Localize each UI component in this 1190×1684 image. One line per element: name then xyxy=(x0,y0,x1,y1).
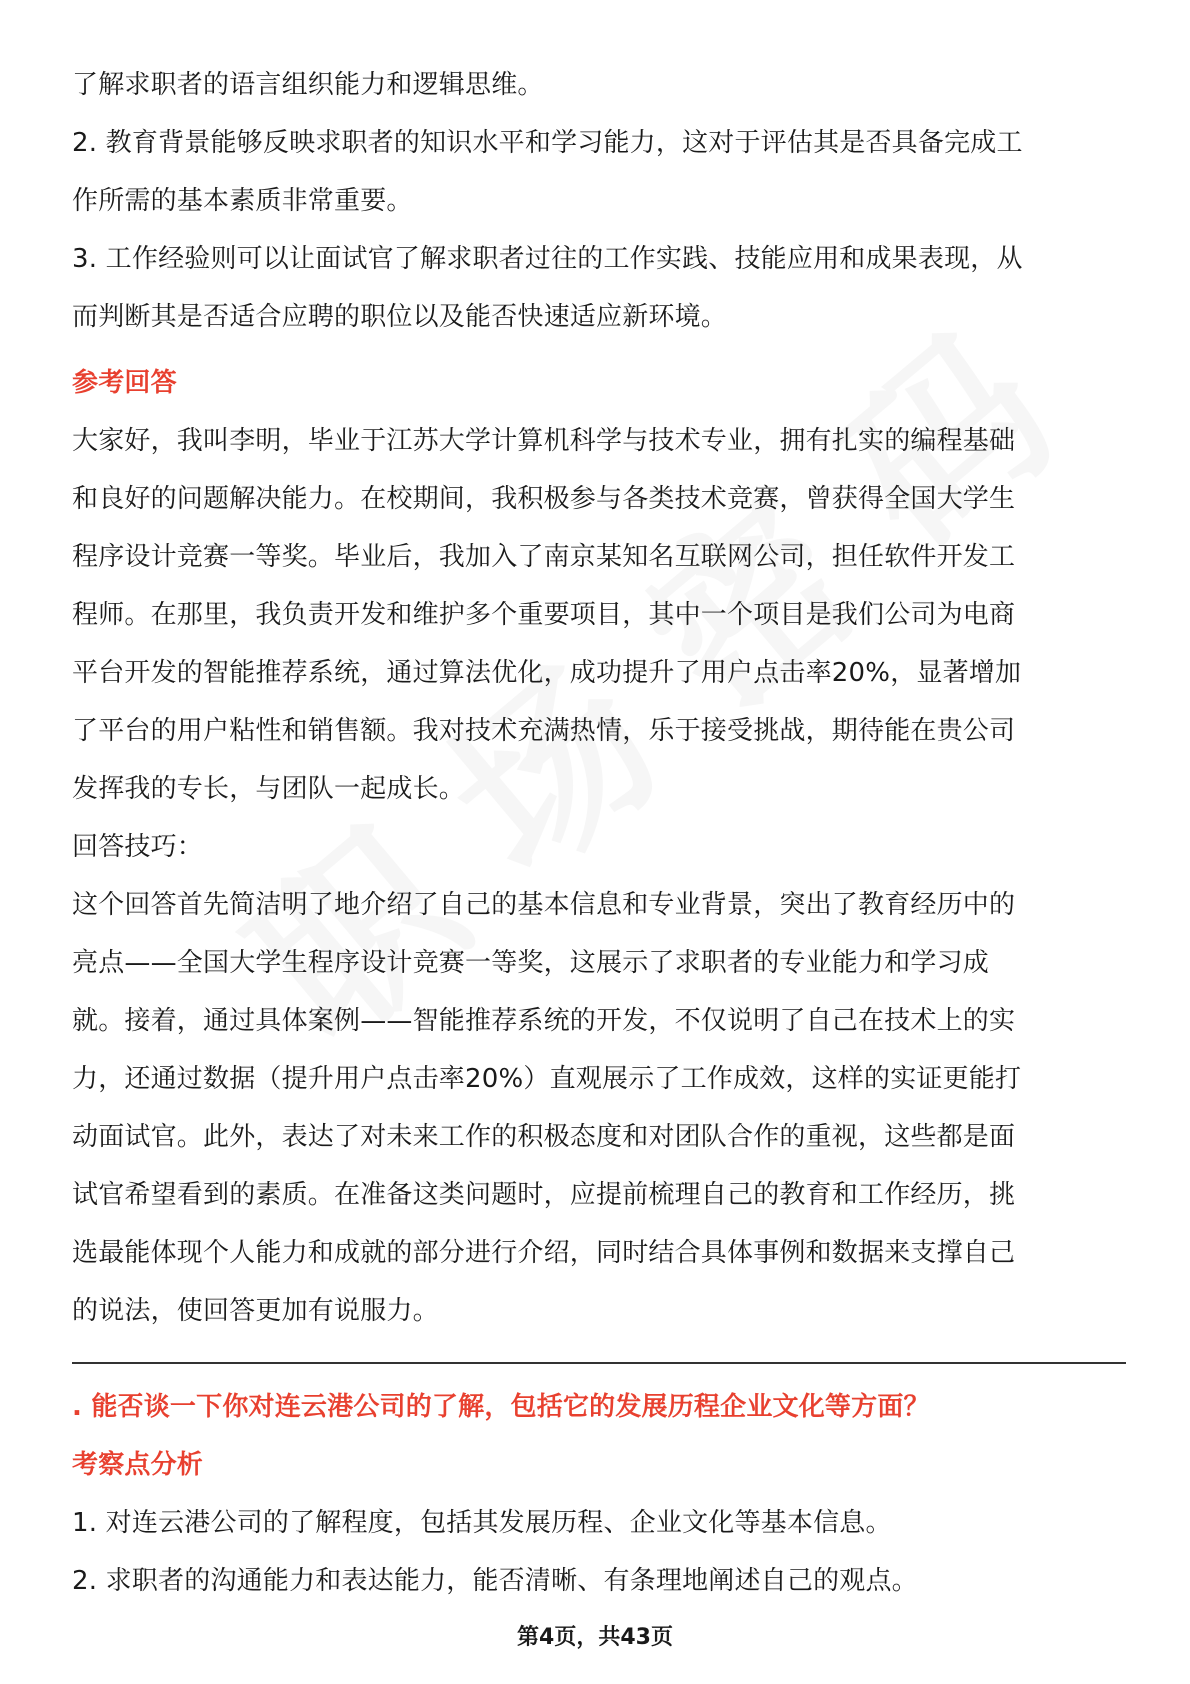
section-divider xyxy=(72,1362,1126,1364)
analysis-point: 2. 求职者的沟通能力和表达能力，能否清晰、有条理地阐述自己的观点。 xyxy=(72,1566,918,1596)
next-question-section xyxy=(72,1378,1120,1610)
tips-line: 试官希望看到的素质。在准备这类问题时，应提前梳理自己的教育和工作经历，挑 xyxy=(72,1180,1016,1210)
reference-line: 程师。在那里，我负责开发和维护多个重要项目，其中一个项目是我们公司为电商 xyxy=(72,600,1016,630)
reference-line: 发挥我的专长，与团队一起成长。 xyxy=(72,774,466,804)
intro-line: 了解求职者的语言组织能力和逻辑思维。 xyxy=(72,70,544,100)
intro-line: 2. 教育背景能够反映求职者的知识水平和学习能力，这对于评估其是否具备完成工 xyxy=(72,128,1023,158)
intro-line: 作所需的基本素质非常重要。 xyxy=(72,186,413,216)
reference-heading: 参考回答 xyxy=(72,368,177,398)
reference-line: 和良好的问题解决能力。在校期间，我积极参与各类技术竞赛，曾获得全国大学生 xyxy=(72,484,1016,514)
reference-line: 程序设计竞赛一等奖。毕业后，我加入了南京某知名互联网公司，担任软件开发工 xyxy=(72,542,1016,572)
reference-line: 大家好，我叫李明，毕业于江苏大学计算机科学与技术专业，拥有扎实的编程基础 xyxy=(72,426,1016,456)
tips-line: 这个回答首先简洁明了地介绍了自己的基本信息和专业背景，突出了教育经历中的 xyxy=(72,890,1016,920)
tips-line: 的说法，使回答更加有说服力。 xyxy=(72,1296,439,1326)
page-number: 第4页，共43页 xyxy=(517,1625,673,1650)
tips-heading: 回答技巧： xyxy=(72,832,204,862)
reference-line: 平台开发的智能推荐系统，通过算法优化，成功提升了用户点击率20%，显著增加 xyxy=(72,658,1022,688)
tips-line: 动面试官。此外，表达了对未来工作的积极态度和对团队合作的重视，这些都是面 xyxy=(72,1122,1016,1152)
tips-line: 亮点——全国大学生程序设计竞赛一等奖，这展示了求职者的专业能力和学习成 xyxy=(72,948,990,978)
question-title: . 能否谈一下你对连云港公司的了解，包括它的发展历程企业文化等方面？ xyxy=(72,1392,930,1422)
analysis-point: 1. 对连云港公司的了解程度，包括其发展历程、企业文化等基本信息。 xyxy=(72,1508,892,1538)
tips-line: 选最能体现个人能力和成就的部分进行介绍，同时结合具体事例和数据来支撑自己 xyxy=(72,1238,1016,1268)
tips-line: 就。接着，通过具体案例——智能推荐系统的开发，不仅说明了自己在技术上的实 xyxy=(72,1006,1016,1036)
tips-line: 力，还通过数据（提升用户点击率20%）直观展示了工作成效，这样的实证更能打 xyxy=(72,1064,1022,1094)
document-body xyxy=(72,56,1120,1340)
reference-line: 了平台的用户粘性和销售额。我对技术充满热情，乐于接受挑战，期待能在贵公司 xyxy=(72,716,1016,746)
analysis-heading: 考察点分析 xyxy=(72,1450,204,1480)
intro-line: 3. 工作经验则可以让面试官了解求职者过往的工作实践、技能应用和成果表现，从 xyxy=(72,244,1023,274)
intro-line: 而判断其是否适合应聘的职位以及能否快速适应新环境。 xyxy=(72,302,728,332)
